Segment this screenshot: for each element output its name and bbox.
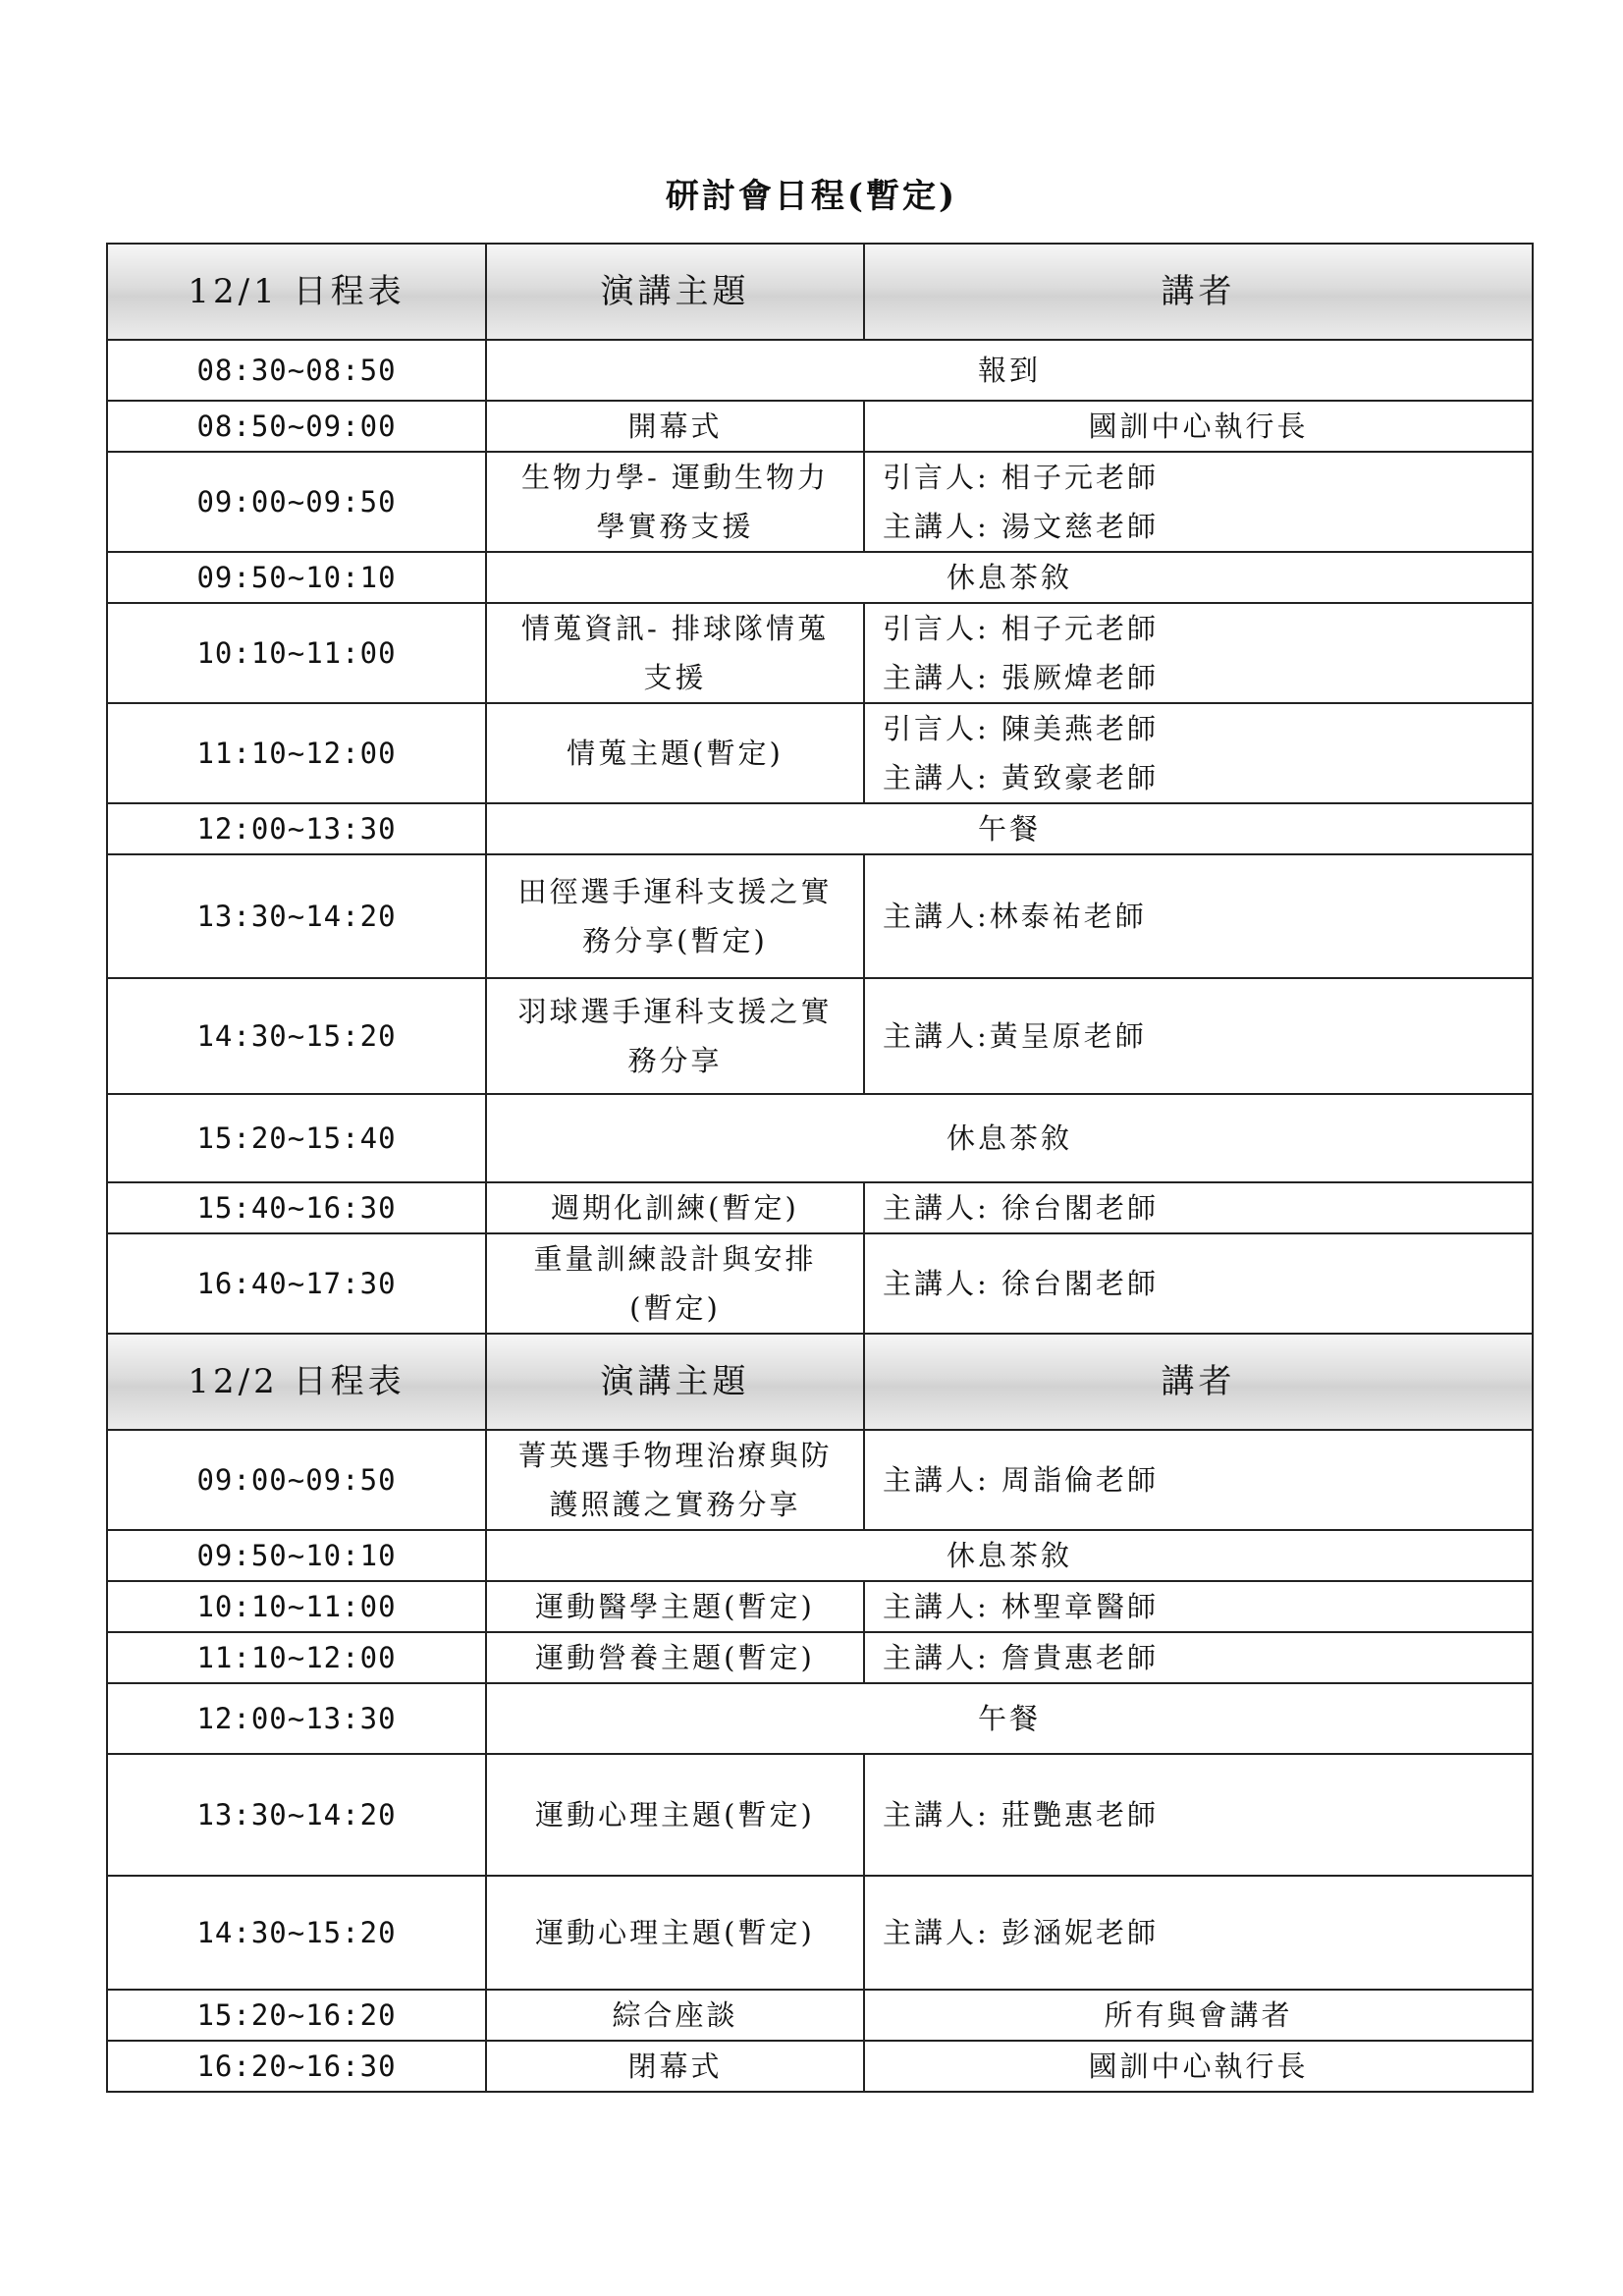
session-speaker <box>864 1182 1533 1233</box>
schedule-row <box>107 340 1533 401</box>
schedule-row <box>107 854 1533 978</box>
session-speaker <box>864 1430 1533 1530</box>
time-slot: 13:30~14:20 <box>107 854 486 978</box>
schedule-row <box>107 703 1533 803</box>
session-speaker <box>864 1233 1533 1334</box>
merged-activity: 午餐 <box>486 1683 1533 1754</box>
speaker-header: 講者 <box>864 244 1533 340</box>
schedule-row <box>107 1182 1533 1233</box>
session-speaker-line: 引言人: 陳美燕老師 <box>883 712 1159 745</box>
session-topic-line: 運動醫學主題(暫定) <box>535 1590 815 1623</box>
session-topic-line: 運動心理主題(暫定) <box>535 1916 815 1949</box>
session-topic-line: 務分享 <box>627 1044 723 1077</box>
time-slot: 08:30~08:50 <box>107 340 486 401</box>
session-speaker-line: 主講人: 林聖章醫師 <box>883 1590 1159 1623</box>
session-topic-line: 情蒐資訊- 排球隊情蒐 <box>520 612 830 645</box>
session-topic-line: 田徑選手運科支援之實 <box>517 875 833 908</box>
schedule-row <box>107 1990 1533 2041</box>
time-slot: 09:50~10:10 <box>107 552 486 603</box>
session-speaker-line: 主講人: 黃致豪老師 <box>883 761 1159 794</box>
time-slot: 11:10~12:00 <box>107 703 486 803</box>
speaker-header: 講者 <box>864 1334 1533 1430</box>
session-speaker-line: 主講人:黃呈原老師 <box>883 1019 1147 1053</box>
session-topic-line: 閉幕式 <box>627 2050 723 2083</box>
time-slot: 15:20~15:40 <box>107 1094 486 1182</box>
session-speaker <box>864 703 1533 803</box>
session-topic-line: 支援 <box>643 661 707 694</box>
session-speaker <box>864 1632 1533 1683</box>
session-topic-line: 生物力學- 運動生物力 <box>520 461 830 494</box>
session-speaker <box>864 452 1533 552</box>
session-speaker <box>864 1581 1533 1632</box>
session-speaker-line: 引言人: 相子元老師 <box>883 612 1159 645</box>
session-speaker <box>864 978 1533 1094</box>
merged-activity: 休息茶敘 <box>486 552 1533 603</box>
session-topic-line: 護照護之實務分享 <box>549 1488 801 1521</box>
session-topic <box>486 703 864 803</box>
time-slot: 11:10~12:00 <box>107 1632 486 1683</box>
session-topic-line: 開幕式 <box>627 410 723 443</box>
merged-activity: 休息茶敘 <box>486 1530 1533 1581</box>
time-slot: 16:40~17:30 <box>107 1233 486 1334</box>
session-speaker-line: 所有與會講者 <box>1104 1998 1293 2032</box>
time-slot: 15:20~16:20 <box>107 1990 486 2041</box>
schedule-row <box>107 1530 1533 1581</box>
session-topic <box>486 1632 864 1683</box>
session-speaker-line: 主講人: 張厥煒老師 <box>883 661 1159 694</box>
schedule-row <box>107 401 1533 452</box>
session-speaker-line: 引言人: 相子元老師 <box>883 461 1159 494</box>
schedule-row <box>107 2041 1533 2092</box>
merged-activity: 報到 <box>486 340 1533 401</box>
session-topic <box>486 2041 864 2092</box>
session-topic-line: 綜合座談 <box>612 1998 738 2032</box>
schedule-body <box>107 244 1533 2092</box>
schedule-row <box>107 452 1533 552</box>
merged-activity: 休息茶敘 <box>486 1094 1533 1182</box>
schedule-row <box>107 1430 1533 1530</box>
session-topic-line: (暫定) <box>629 1291 721 1325</box>
session-speaker <box>864 1876 1533 1990</box>
schedule-row <box>107 803 1533 854</box>
session-speaker-line: 國訓中心執行長 <box>1088 2050 1309 2083</box>
session-topic-line: 羽球選手運科支援之實 <box>517 995 833 1028</box>
session-topic-line: 情蒐主題(暫定) <box>567 737 784 770</box>
time-slot: 09:00~09:50 <box>107 1430 486 1530</box>
schedule-row <box>107 1632 1533 1683</box>
session-topic <box>486 854 864 978</box>
session-speaker-line: 國訓中心執行長 <box>1088 410 1309 443</box>
schedule-row <box>107 978 1533 1094</box>
schedule-row <box>107 1876 1533 1990</box>
session-topic <box>486 401 864 452</box>
session-speaker <box>864 1754 1533 1876</box>
topic-header: 演講主題 <box>486 1334 864 1430</box>
time-slot: 15:40~16:30 <box>107 1182 486 1233</box>
schedule-row <box>107 603 1533 703</box>
session-topic <box>486 1754 864 1876</box>
time-slot: 08:50~09:00 <box>107 401 486 452</box>
session-speaker-line: 主講人: 湯文慈老師 <box>883 510 1159 543</box>
session-speaker <box>864 603 1533 703</box>
day-header-row <box>107 244 1533 340</box>
session-topic <box>486 452 864 552</box>
day-date-header: 12/2 日程表 <box>107 1334 486 1430</box>
session-topic-line: 重量訓練設計與安排 <box>533 1242 817 1276</box>
time-slot: 09:00~09:50 <box>107 452 486 552</box>
session-topic <box>486 978 864 1094</box>
session-speaker-line: 主講人: 詹貴惠老師 <box>883 1641 1159 1674</box>
time-slot: 10:10~11:00 <box>107 603 486 703</box>
session-topic <box>486 1581 864 1632</box>
page-title: 研討會日程(暫定) <box>665 177 958 216</box>
session-speaker <box>864 1990 1533 2041</box>
time-slot: 10:10~11:00 <box>107 1581 486 1632</box>
session-topic <box>486 1233 864 1334</box>
day-date-header: 12/1 日程表 <box>107 244 486 340</box>
schedule-row <box>107 1094 1533 1182</box>
session-topic-line: 運動心理主題(暫定) <box>535 1798 815 1831</box>
session-topic-line: 運動營養主題(暫定) <box>535 1641 815 1674</box>
schedule-row <box>107 552 1533 603</box>
session-speaker-line: 主講人: 徐台閣老師 <box>883 1191 1159 1225</box>
time-slot: 13:30~14:20 <box>107 1754 486 1876</box>
time-slot: 16:20~16:30 <box>107 2041 486 2092</box>
session-topic-line: 學實務支援 <box>596 510 754 543</box>
session-speaker <box>864 2041 1533 2092</box>
schedule-table <box>106 243 1534 2093</box>
session-topic <box>486 1876 864 1990</box>
schedule-row <box>107 1683 1533 1754</box>
schedule-row <box>107 1581 1533 1632</box>
merged-activity: 午餐 <box>486 803 1533 854</box>
session-topic <box>486 1182 864 1233</box>
topic-header: 演講主題 <box>486 244 864 340</box>
session-topic <box>486 1430 864 1530</box>
session-speaker <box>864 854 1533 978</box>
session-topic-line: 週期化訓練(暫定) <box>551 1191 799 1225</box>
schedule-row <box>107 1233 1533 1334</box>
time-slot: 09:50~10:10 <box>107 1530 486 1581</box>
session-topic-line: 菁英選手物理治療與防 <box>517 1439 833 1472</box>
session-topic <box>486 603 864 703</box>
time-slot: 14:30~15:20 <box>107 1876 486 1990</box>
session-speaker <box>864 401 1533 452</box>
session-speaker-line: 主講人:林泰祐老師 <box>883 900 1147 933</box>
time-slot: 14:30~15:20 <box>107 978 486 1094</box>
session-speaker-line: 主講人: 周詣倫老師 <box>883 1463 1159 1497</box>
time-slot: 12:00~13:30 <box>107 1683 486 1754</box>
session-topic <box>486 1990 864 2041</box>
schedule-row <box>107 1754 1533 1876</box>
day-header-row <box>107 1334 1533 1430</box>
session-speaker-line: 主講人: 莊艷惠老師 <box>883 1798 1159 1831</box>
session-topic-line: 務分享(暫定) <box>582 924 768 957</box>
session-speaker-line: 主講人: 徐台閣老師 <box>883 1267 1159 1300</box>
session-speaker-line: 主講人: 彭涵妮老師 <box>883 1916 1159 1949</box>
time-slot: 12:00~13:30 <box>107 803 486 854</box>
